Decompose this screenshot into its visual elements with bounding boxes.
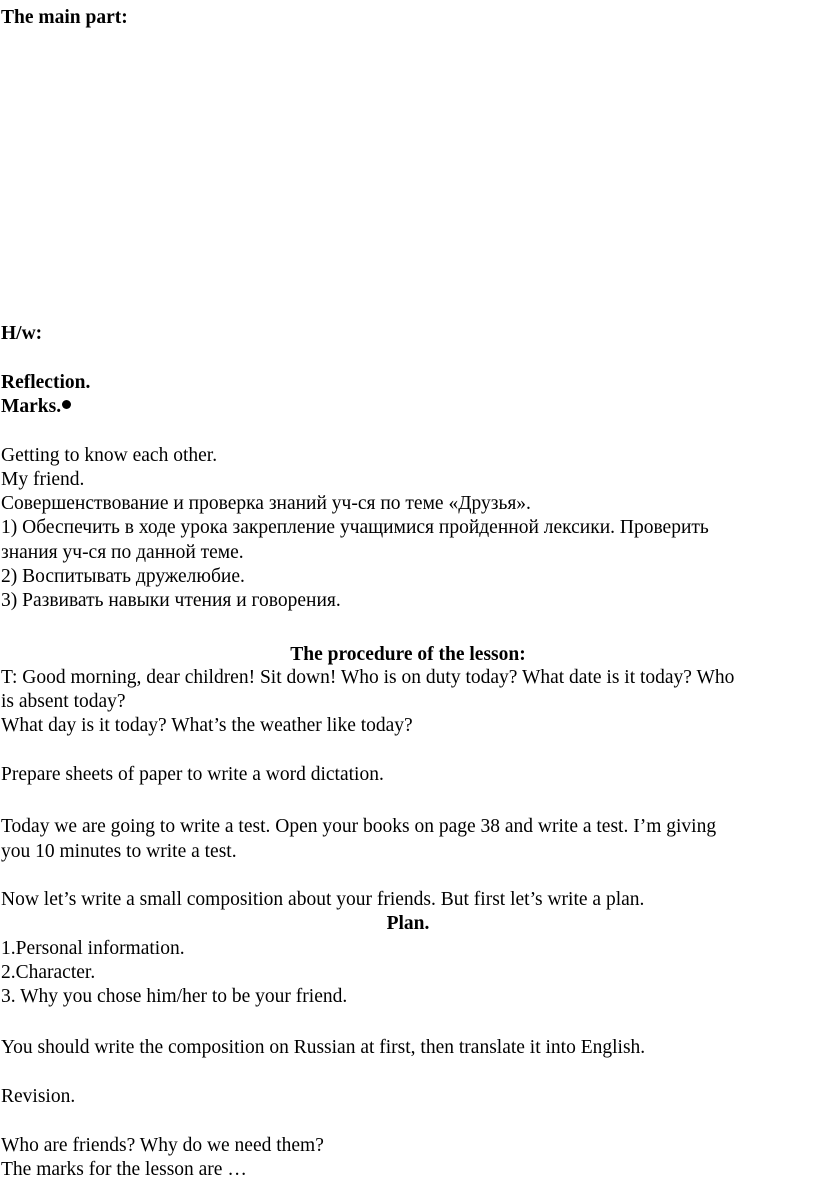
revision-line: Revision.: [1, 1086, 76, 1107]
marks-heading-text: Marks.: [1, 396, 62, 417]
lesson-aim: Совершенствование и проверка знаний уч-ся по теме «Друзья».: [1, 493, 531, 514]
objective-2: 2) Воспитывать дружелюбие.: [1, 566, 245, 587]
topic-line-1: Getting to know each other.: [1, 445, 218, 466]
marks-line: The marks for the lesson are …: [1, 1159, 247, 1180]
greeting-line-2: is absent today?: [1, 691, 126, 712]
bullet-dot-icon: [62, 400, 71, 409]
plan-item-3: 3. Why you chose him/her to be your friend.: [1, 986, 348, 1007]
main-part-heading: The main part:: [1, 7, 128, 28]
marks-heading: [1, 395, 816, 419]
test-line-1: Today we are going to write a test. Open your books on page 38 and write a test. I’m giving: [1, 816, 717, 837]
procedure-title: The procedure of the lesson:: [290, 644, 526, 665]
greeting-line-1: T: Good morning, dear children! Sit down! Who is on duty today? What date is it today? Who: [1, 667, 735, 688]
plan-item-2: 2.Character.: [1, 962, 96, 983]
topic-line-2: My friend.: [1, 469, 85, 490]
objective-1-line-2: знания уч-ся по данной теме.: [1, 542, 244, 563]
objective-1-line-1: 1) Обеспечить в ходе урока закрепление учащимися пройденной лексики. Проверить: [1, 517, 709, 538]
reflection-heading: Reflection.: [1, 372, 91, 393]
instruction-line: You should write the composition on Russian at first, then translate it into English.: [1, 1037, 646, 1058]
composition-line: Now let’s write a small composition about your friends. But first let’s write a plan.: [1, 889, 645, 910]
objective-3: 3) Развивать навыки чтения и говорения.: [1, 590, 341, 611]
test-line-2: you 10 minutes to write a test.: [1, 841, 237, 862]
questions-line: Who are friends? Why do we need them?: [1, 1135, 324, 1156]
dictation-line: Prepare sheets of paper to write a word dictation.: [1, 764, 384, 785]
greeting-line-3: What day is it today? What’s the weather like today?: [1, 715, 413, 736]
plan-item-1: 1.Personal information.: [1, 938, 185, 959]
homework-heading: H/w:: [1, 323, 43, 344]
plan-title: Plan.: [386, 913, 430, 934]
